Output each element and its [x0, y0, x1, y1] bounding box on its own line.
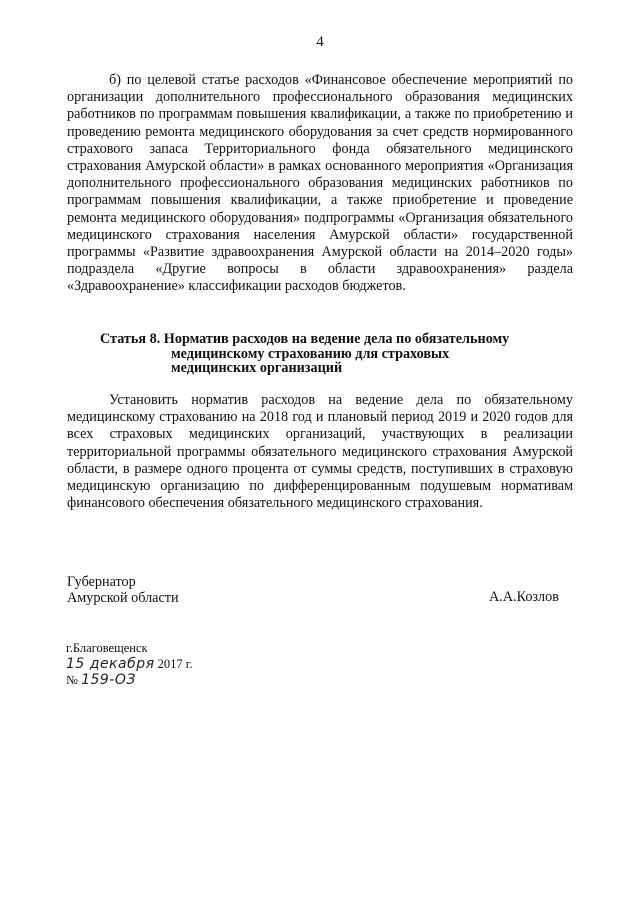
page-number: 4	[316, 34, 324, 50]
handwritten-number: 159-ОЗ	[81, 672, 136, 688]
footer-place: г.Благовещенск	[66, 641, 148, 655]
signature-title	[67, 575, 179, 606]
footer-date	[66, 656, 193, 672]
footer-number-prefix: №	[66, 673, 78, 687]
article-heading-line-2: медицинскому страхованию для страховых	[171, 345, 450, 362]
signature-title-line-1: Губернатор	[67, 574, 136, 590]
signature-title-line-2: Амурской области	[67, 589, 179, 606]
document-footer	[66, 640, 193, 688]
signatory-name: А.А.Козлов	[489, 589, 559, 605]
footer-date-year: 2017 г.	[157, 657, 193, 671]
footer-number	[66, 672, 193, 688]
article-8-heading	[100, 332, 570, 376]
paragraph-funding-purpose: б) по целевой статье расходов «Финансовое обеспечение мероприятий по организации дополнительного профессионального образования медицинских работников по программам повышения квалификации, а также по приобретению и проведению ремонта медицинского оборудования за счет средств нормированного страхового запаса Территориального фонда обязательного медицинского страхования Амурской области» в рамках основанного мероприятия «Организация дополнительного профессионального образования медицинских работников по программам повышения квалификации, а также приобретение и проведение ремонта медицинского оборудования» подпрограммы «Организация обязательного медицинского страхования населения Амурской области» государственной программы «Развитие здравоохранения Амурской области на 2014–2020 годы» подраздела «Другие вопросы в области здравоохранения» раздела «Здравоохранение» классификации расходов бюджетов.	[67, 72, 573, 295]
article-heading-line-1: Статья 8. Норматив расходов на ведение дела по обязательному	[100, 331, 510, 347]
paragraph-expense-standard: Установить норматив расходов на ведение дела по обязательному медицинскому страхованию на 2018 год и плановый период 2019 и 2020 годов для всех страховых медицинских организаций, участвующих в реализации территориальной программы обязательного медицинского страхования Амурской области, в размере одного процента от суммы средств, поступивших в страховую медицинскую организацию по дифференцированным подушевым нормативам финансового обеспечения обязательного медицинского страхования.	[67, 392, 573, 512]
article-heading-line-3: медицинских организаций	[171, 360, 343, 377]
handwritten-date: 15 декабря	[66, 656, 155, 672]
